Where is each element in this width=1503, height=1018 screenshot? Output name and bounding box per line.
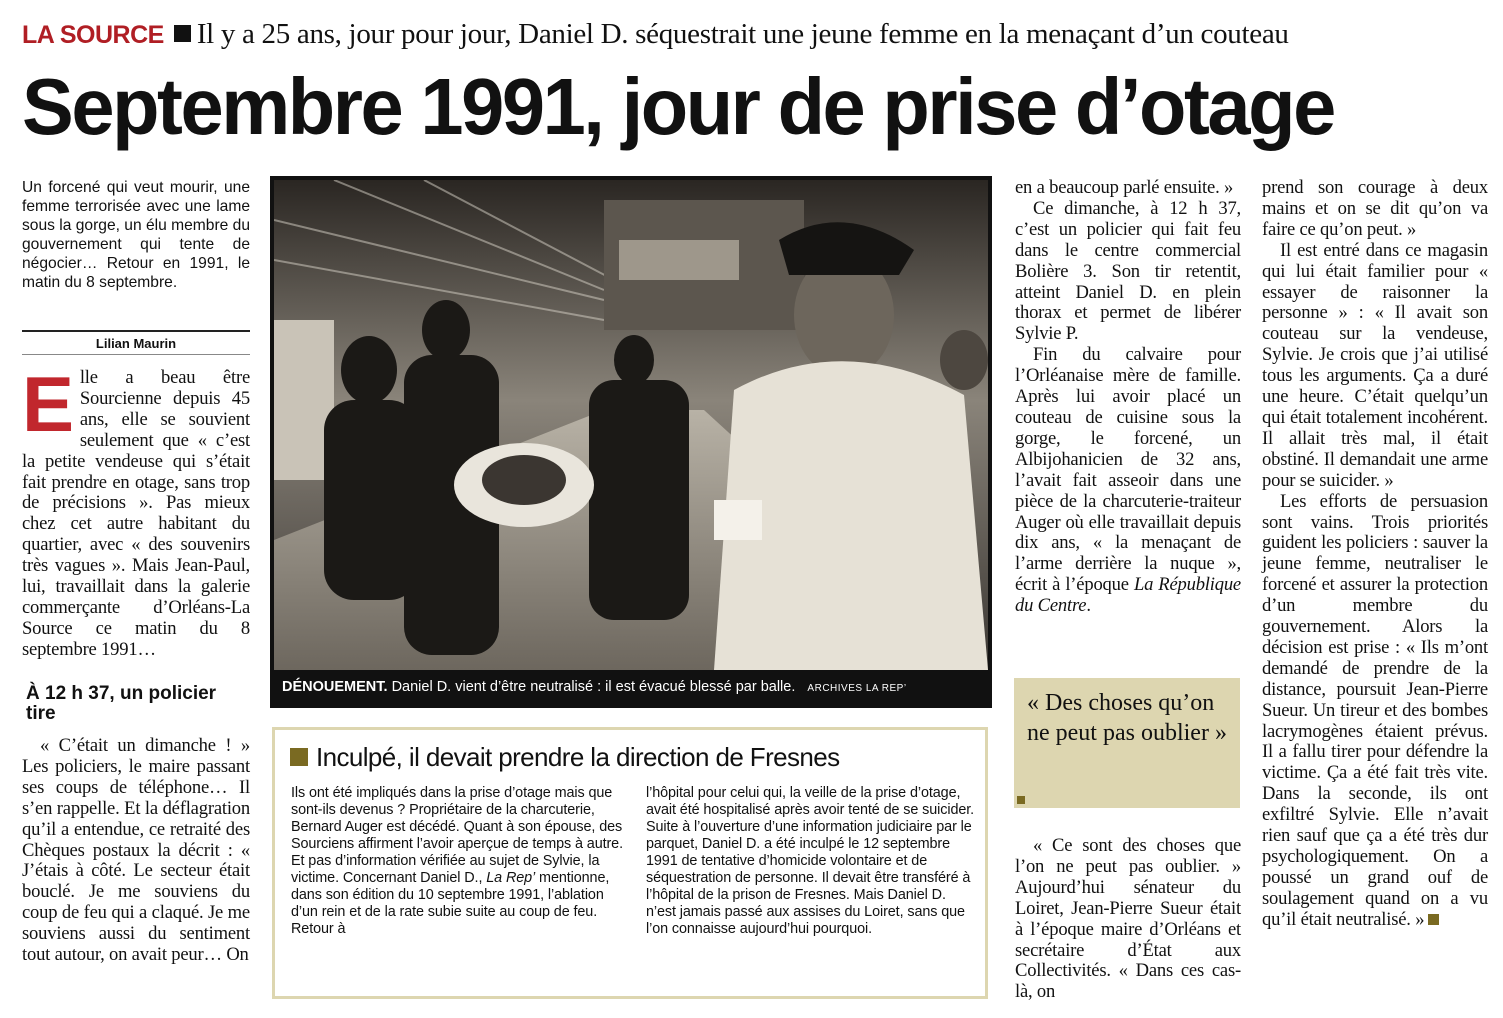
pull-quote: « Des choses qu’on ne peut pas oublier » bbox=[1027, 690, 1227, 746]
paragraph: Ce dimanche, à 12 h 37, c’est un policier qui fait feu dans le centre commercial Bolière 3. Son tir retentit, atteint Daniel D. en plein thorax et permet de libérer Sylvie P. bbox=[1015, 197, 1241, 345]
square-bullet-icon bbox=[290, 748, 308, 766]
article-column-3-continued bbox=[1015, 836, 1241, 1003]
headline: Septembre 1991, jour de prise d’otage bbox=[22, 62, 1334, 151]
photo-credit: ARCHIVES LA REP’ bbox=[807, 683, 907, 694]
subheading: À 12 h 37, un policier tire bbox=[26, 683, 217, 724]
paragraph-text: Fin du calvaire pour l’Orléanaise mère de famille. Après lui avoir placé un couteau de cuisine sous la gorge, le forcené, un Albijohanicien de 32 ans, l’avait fait asseoir dans une pièce de la charcuterie-traiteur Auger où elle travaillait depuis dix ans, « la menaçant de l’arme derrière la nuque », écrit à l’époque bbox=[1015, 344, 1241, 596]
box-title-text: Inculpé, il devait prendre la direction de Fresnes bbox=[316, 742, 840, 772]
end-mark-icon bbox=[1428, 914, 1439, 925]
paragraph bbox=[1015, 345, 1241, 617]
box-title bbox=[290, 742, 840, 773]
kicker-line bbox=[22, 18, 1492, 54]
box-text-italic: La Rep’ bbox=[486, 870, 536, 886]
box-column-1 bbox=[291, 785, 631, 938]
paragraph: « C’était un dimanche ! » Les policiers, le maire passant ses coups de téléphone… Il s’en rappelle. Et la déflagration qu’il a entendue, ce retraité des Chèques postaux la décrit : « J’étais à côté. Le secteur était bouclé. Je me souviens du coup de feu qui a claqué. Je me souviens aussi du sentiment tout autour, on avait peur… On bbox=[22, 735, 250, 966]
article-column-1-continued bbox=[22, 736, 250, 966]
box-text: Ils ont été impliqués dans la prise d’otage mais que sont-ils devenus ? Propriétaire de la charcuterie, Bernard Auger est décédé. Quant à son épouse, des Sourciens affirment l’avoir aperçue de temps à autre. Et pas d’information vérifiée au sujet de Sylvie, la victime. Concernant Daniel D., bbox=[291, 785, 623, 886]
paragraph: « Ce sont des choses que l’on ne peut pas oublier. » Aujourd’hui sénateur du Loiret, Jean-Pierre Sueur était à l’époque maire d’Orléans et secrétaire d’État aux Collectivités. « Dans ces cas-là, on bbox=[1015, 835, 1241, 1003]
news-photo bbox=[270, 176, 992, 708]
drop-cap: E bbox=[22, 360, 74, 448]
paragraph-text: . bbox=[1086, 595, 1091, 617]
square-bullet-icon bbox=[1017, 796, 1025, 804]
intro-paragraph bbox=[22, 360, 250, 661]
paragraph: Il est entré dans ce magasin qui lui était familier pour « essayer de raisonner la personne » : « Il avait son couteau sur la vendeuse, Sylvie. Je crois que j’ai utilisé tous les arguments. Ça a duré une heure. C’était quelqu’un qui était totalement incohérent. Il allait très mal, il était obstiné. Il demandait une arme pour se suicider. » bbox=[1262, 239, 1488, 491]
newspaper-name: La République du Centre bbox=[1015, 574, 1241, 617]
box-text: mentionne, dans son édition du 10 septembre 1991, l’ablation d’un rein et de la rate subie suite au coup de feu. Retour à bbox=[291, 870, 610, 937]
paragraph-text: Les efforts de persuasion sont vains. Trois priorités guident les policiers : sauver la jeune femme, neutraliser le forcené et assurer la protection d’un membre du gouvernement. Alors la décision est prise : « Ils m’ont demandé de prendre de la distance, poursuit Jean-Pierre Sueur. Un tireur et des bombes lacrymogènes étaient prévus. Il a fallu tirer pour défendre la victime. Ça a été fait très vite. Dans la seconde, ils ont exfiltré Sylvie. Elle n’avait rien sauf que ça a été très dur psychologiquement. On a poussé un grand ouf de soulagement quand on a vu qu’il était neutralisé. » bbox=[1262, 490, 1488, 930]
kicker-text: Il y a 25 ans, jour pour jour, Daniel D. séquestrait une jeune femme en la menaçant d’un couteau bbox=[196, 18, 1289, 50]
intro-text: lle a beau être Sourcienne depuis 45 ans, elle se souvient seulement que « c’est la petite vendeuse qui s’était fait prendre en otage, sans trop de précisions ». Pas mieux chez cet autre habitant du quartier, avec « des souvenirs très vagues ». Mais Jean-Paul, lui, travaillait dans la galerie commerçante d’Orléans-La Source ce matin du 8 septembre 1991… bbox=[22, 367, 250, 660]
paragraph: en a beaucoup parlé ensuite. » bbox=[1015, 177, 1234, 198]
byline: Lilian Maurin bbox=[95, 336, 177, 351]
byline-divider bbox=[22, 330, 250, 332]
article-column-4 bbox=[1262, 178, 1488, 931]
article-column-3 bbox=[1015, 178, 1241, 617]
box-column-2: l’hôpital pour celui qui, la veille de la prise d’otage, avait été hospitalisé après avoir tenté de se suicider. Suite à l’ouverture d’une information judiciaire par le parquet, Daniel D. a été inculpé le 12 septembre 1991 de tentative d’homicide volontaire et de séquestration de personne. Il devait être transféré à l’hôpital de la prison de Fresnes. Mais Daniel D. n’est jamais passé aux assises du Loiret, sans que l’on connaisse aujourd’hui pourquoi. bbox=[646, 785, 975, 937]
photo-caption bbox=[282, 679, 982, 695]
caption-text: Daniel D. vient d’être neutralisé : il est évacué blessé par balle. bbox=[391, 679, 796, 695]
article-column-1 bbox=[22, 360, 250, 661]
paragraph: prend son courage à deux mains et on se dit qu’on va faire ce qu’on peut. » bbox=[1262, 177, 1488, 240]
section-rubric: LA SOURCE bbox=[22, 21, 164, 49]
lead-paragraph: Un forcené qui veut mourir, une femme terrorisée avec une lame sous la gorge, un élu membre du gouvernement qui tente de négocier… Retour en 1991, le matin du 8 septembre. bbox=[22, 179, 250, 291]
square-bullet-icon bbox=[174, 25, 191, 42]
paragraph bbox=[1262, 492, 1488, 931]
caption-label: DÉNOUEMENT. bbox=[282, 679, 388, 695]
photo-image bbox=[274, 180, 988, 670]
byline-divider-bottom bbox=[22, 354, 250, 355]
